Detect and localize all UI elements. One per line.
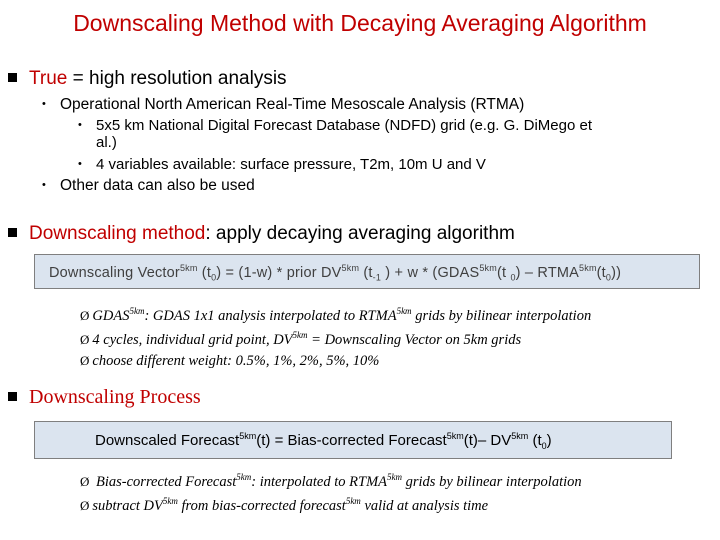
formula-sub: 0 [605,272,612,283]
note-text: 4 cycles, individual grid point, DV [92,331,293,348]
note-sup: 5km [387,472,402,482]
formula-sup: 5km [479,263,497,273]
note-text: from bias-corrected forecast [177,497,346,514]
note-text: Bias-corrected Forecast [92,473,237,490]
formula-text: (t) = Bias-corrected Forecast [256,432,447,449]
section-downscaling-process [8,386,201,409]
formula-sub: 0 [541,441,547,451]
formula-text: (t [197,264,212,281]
note-sup: 5km [345,496,361,506]
slide-title: Downscaling Method with Decaying Averaging Algorithm [73,10,647,36]
bullet-other-data-text: Other data can also be used [60,177,255,194]
note-text: choose different weight: 0.5%, 1%, 2%, 5%, 10% [92,353,380,369]
sub-bullet-variables-text: 4 variables available: surface pressure, T2m, 10m U and V [96,156,486,173]
note-text: : interpolated to RTMA [251,473,387,490]
arrow-bullet-icon: Ø [80,353,90,368]
formula-sup: 5km [511,431,529,441]
sub-bullet-ndfd [78,117,592,134]
section-true-keyword: True [29,68,68,89]
note-text: : GDAS 1x1 analysis interpolated to RTMA [144,307,397,324]
bullet-other-data [42,177,255,195]
section-true [8,68,287,90]
formula-sub: 0 [211,272,217,283]
note-text: valid at analysis time [360,497,489,514]
downscaling-vector-formula-box [34,254,700,289]
note-gdas [80,306,591,325]
note-subtract [80,496,488,515]
bullet-dot-icon: • [78,158,82,170]
formula-text: Downscaled Forecast [95,432,240,449]
note-text: GDAS [92,307,130,324]
arrow-bullet-icon: Ø [80,331,90,347]
note-bias-corrected [80,472,582,491]
formula-text: )) [611,264,622,281]
formula-sub: 0 [510,272,516,283]
sub-bullet-ndfd-cont: al.) [96,134,117,151]
note-text: = Downscaling Vector on 5km grids [307,331,522,348]
note-sup: 5km [292,330,308,340]
formula-text: (t)– DV [463,432,512,449]
section-true-text: = high resolution analysis [67,68,287,89]
formula-sup: 5km [579,263,597,273]
note-text: grids by bilinear interpolation [411,307,592,324]
bullet-dot-icon: • [42,179,46,191]
bullet-rtma-text: Operational North American Real-Time Mesoscale Analysis (RTMA) [60,96,525,113]
formula-text: ) = (1-w) * prior DV [216,264,342,281]
note-sup: 5km [162,496,178,506]
formula-sup: 5km [341,263,360,273]
arrow-bullet-icon: Ø [80,307,90,323]
formula-sup: 5km [239,431,257,441]
note-weight [80,353,379,370]
formula-text: ) – RTMA [515,264,580,281]
arrow-bullet-icon: Ø [80,497,90,513]
formula-text: ) + w * (GDAS [381,264,480,281]
note-sup: 5km [396,306,412,316]
note-sup: 5km [236,472,252,482]
bullet-rtma [42,96,524,114]
bullet-dot-icon: • [42,98,46,110]
formula-text: (t [528,432,542,449]
formula-text: Downscaling Vector [49,264,180,281]
formula-sup: 5km [179,263,198,273]
sub-bullet-variables [78,156,486,173]
section-process-heading: Downscaling Process [29,386,201,408]
formula-text: (t [359,264,373,281]
downscaled-forecast-formula-box [34,421,672,459]
bullet-dot-icon: • [78,119,82,131]
square-bullet-icon [8,392,17,401]
arrow-bullet-icon: Ø [80,473,90,489]
square-bullet-icon [8,228,17,237]
note-sup: 5km [129,306,145,316]
square-bullet-icon [8,73,17,82]
note-text: grids by bilinear interpolation [402,473,582,490]
section-method-keyword: Downscaling method [29,223,206,244]
note-cycles [80,330,521,349]
note-text: subtract DV [92,497,163,514]
formula-sub: -1 [372,272,382,283]
formula-text: (t [496,264,511,281]
formula-text: (t [596,264,606,281]
section-method-text: : apply decaying averaging algorithm [205,223,515,244]
formula-text: ) [546,432,552,449]
section-downscaling-method [8,223,515,245]
formula-sup: 5km [446,431,464,441]
sub-bullet-ndfd-text: 5x5 km National Digital Forecast Database (NDFD) grid (e.g. G. DiMego et [96,117,593,134]
